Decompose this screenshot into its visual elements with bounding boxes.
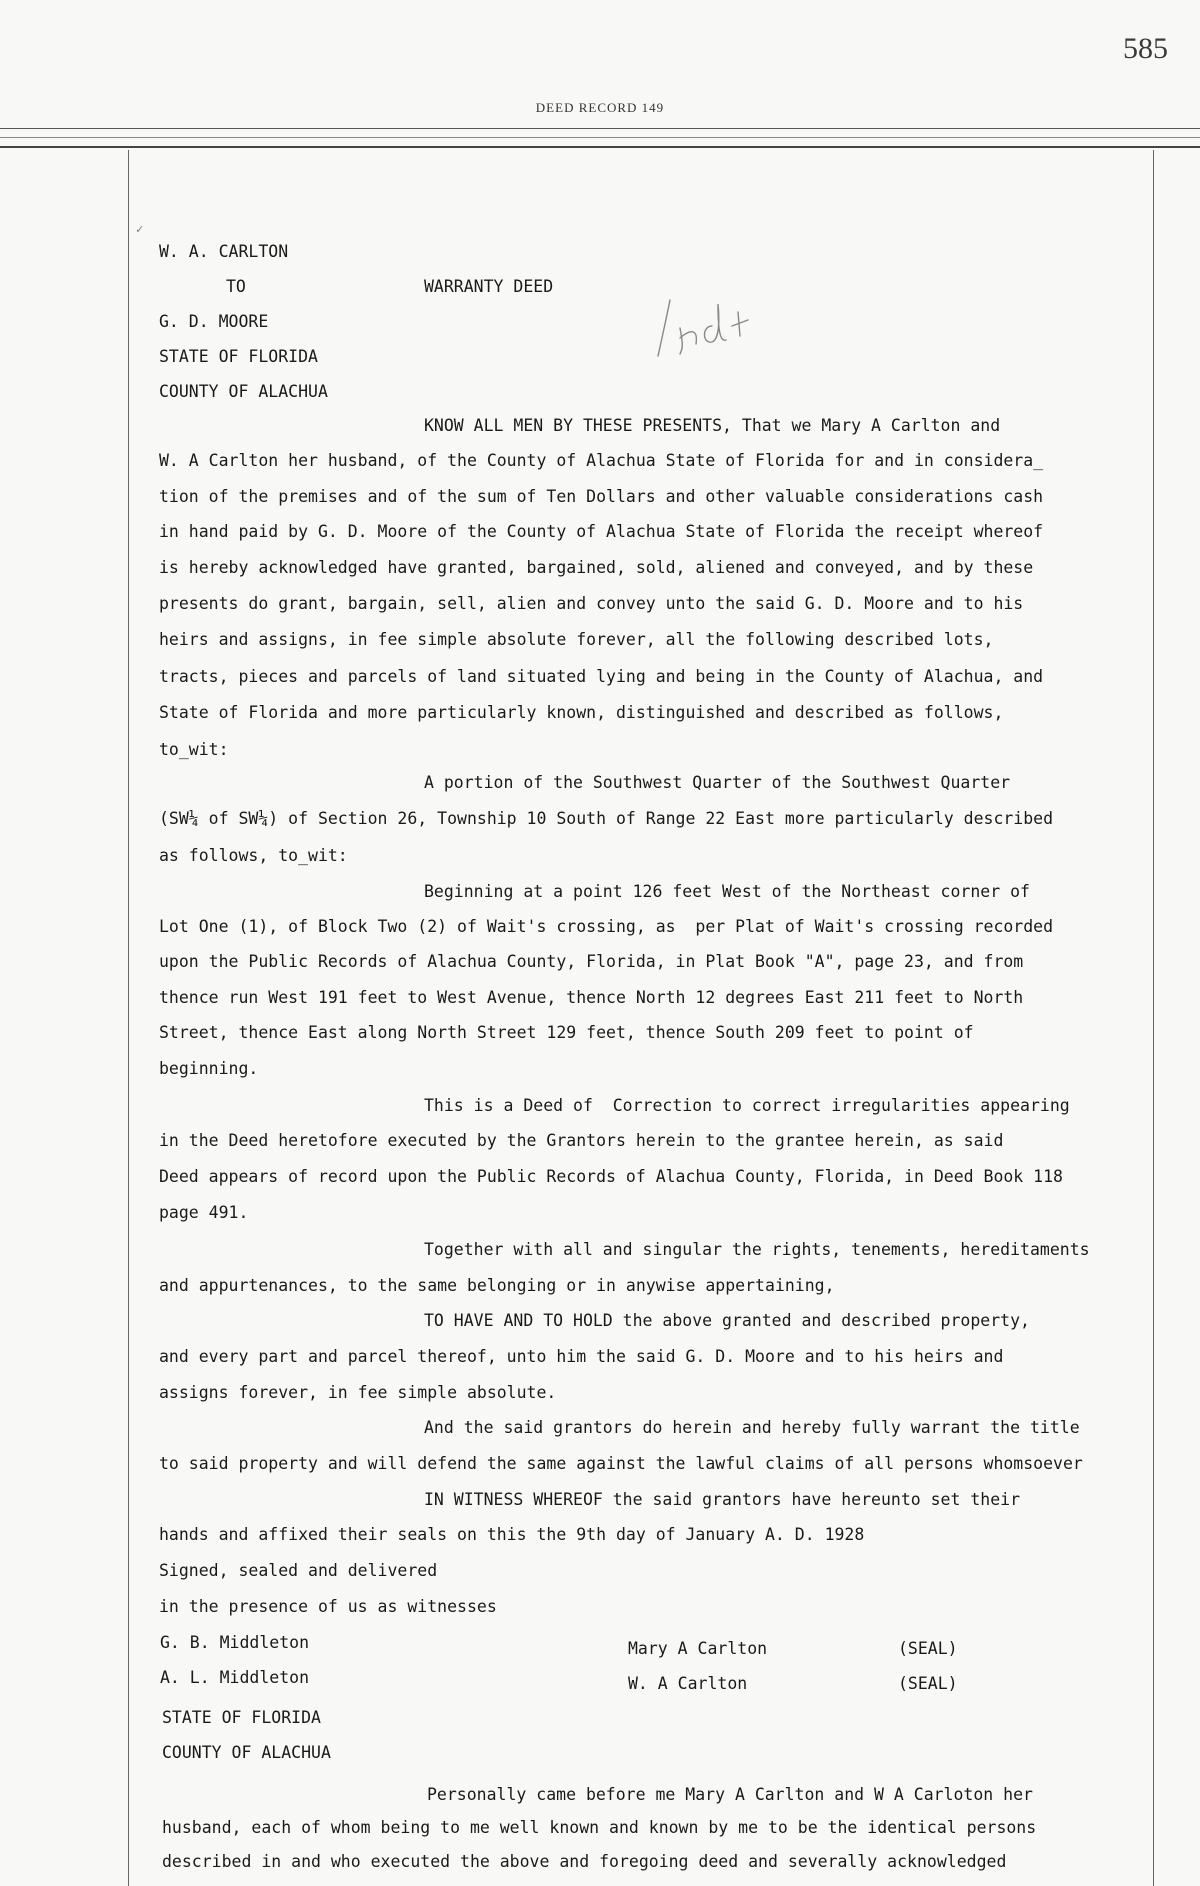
witness-1: G. B. Middleton — [160, 1633, 310, 1652]
deed-body-line: presents do grant, bargain, sell, alien and convey unto the said G. D. Moore and to his — [159, 594, 1024, 613]
deed-body-line: TO HAVE AND TO HOLD the above granted and described property, — [424, 1311, 1030, 1330]
deed-body-line: A portion of the Southwest Quarter of the Southwest Quarter — [424, 773, 1011, 792]
left-margin-line — [128, 150, 129, 1886]
witness-2: A. L. Middleton — [160, 1668, 310, 1687]
deed-body-line: This is a Deed of Correction to correct irregularities appearing — [424, 1096, 1070, 1115]
deed-body-line: in the Deed heretofore executed by the Grantors herein to the grantee herein, as said — [159, 1131, 1004, 1150]
to-label: TO — [226, 277, 246, 296]
deed-body-line: heirs and assigns, in fee simple absolute forever, all the following described lots, — [159, 630, 994, 649]
signatory-2-name: W. A Carlton — [628, 1674, 748, 1693]
grantor-name: W. A. CARLTON — [159, 242, 289, 261]
deed-body-line: tracts, pieces and parcels of land situated lying and being in the County of Alachua, and — [159, 667, 1044, 686]
deed-body-line: And the said grantors do herein and hereby fully warrant the title — [424, 1418, 1080, 1437]
header-rule-bottom — [0, 146, 1200, 148]
deed-body-line: upon the Public Records of Alachua County, Florida, in Plat Book "A", page 23, and from — [159, 952, 1024, 971]
deed-body-line: Together with all and singular the rights, tenements, hereditaments — [424, 1240, 1090, 1259]
deed-body-line: page 491. — [159, 1203, 249, 1222]
deed-body-line: Lot One (1), of Block Two (2) of Wait's crossing, as per Plat of Wait's crossing recorded — [159, 917, 1054, 936]
record-header: DEED RECORD 149 — [535, 100, 665, 115]
deed-body-line: to said property and will defend the same against the lawful claims of all persons whomsoever — [159, 1454, 1083, 1473]
header-rule-middle — [0, 137, 1200, 138]
signatory-1-name: Mary A Carlton — [628, 1639, 768, 1658]
county-label: COUNTY OF ALACHUA — [159, 382, 328, 401]
deed-body-line: and every part and parcel thereof, unto him the said G. D. Moore and to his heirs and — [159, 1347, 1004, 1366]
ack-state-label: STATE OF FLORIDA — [162, 1708, 321, 1727]
ack-county-label: COUNTY OF ALACHUA — [162, 1743, 331, 1762]
ack-line-3: described in and who executed the above and foregoing deed and severally acknowledged — [162, 1852, 1007, 1871]
deed-body-line: in the presence of us as witnesses — [159, 1597, 497, 1616]
deed-body-line: Street, thence East along North Street 129 feet, thence South 209 feet to point of — [159, 1023, 974, 1042]
handwritten-mark — [652, 290, 762, 370]
deed-body-line: Deed appears of record upon the Public Records of Alachua County, Florida, in Deed Book 118 — [159, 1167, 1063, 1186]
deed-body-line: tion of the premises and of the sum of Ten Dollars and other valuable considerations cash — [159, 487, 1044, 506]
page-number: 585 — [1123, 32, 1168, 65]
signatory-1-seal: (SEAL) — [898, 1639, 958, 1658]
grantee-name: G. D. MOORE — [159, 312, 269, 331]
deed-body-line: and appurtenances, to the same belonging or in anywise appertaining, — [159, 1276, 835, 1295]
right-margin-line — [1153, 150, 1154, 1886]
deed-body-line: thence run West 191 feet to West Avenue, thence North 12 degrees East 211 feet to North — [159, 988, 1024, 1007]
deed-body-line: State of Florida and more particularly known, distinguished and described as follows, — [159, 703, 1004, 722]
ack-line-2: husband, each of whom being to me well known and known by me to be the identical persons — [162, 1818, 1037, 1837]
deed-body-line: as follows, to_wit: — [159, 846, 348, 865]
deed-body-line: Beginning at a point 126 feet West of the Northeast corner of — [424, 882, 1030, 901]
deed-body-line: in hand paid by G. D. Moore of the County of Alachua State of Florida the receipt whereof — [159, 522, 1044, 541]
deed-body-line: assigns forever, in fee simple absolute. — [159, 1383, 557, 1402]
deed-body-line: (SW¼ of SW¼) of Section 26, Township 10 South of Range 22 East more particularly described — [159, 809, 1054, 828]
header-rule-top — [0, 128, 1200, 129]
signatory-2-seal: (SEAL) — [898, 1674, 958, 1693]
deed-body-line: KNOW ALL MEN BY THESE PRESENTS, That we Mary A Carlton and — [424, 416, 1001, 435]
margin-tick-mark: ✓ — [136, 222, 144, 236]
state-label: STATE OF FLORIDA — [159, 347, 318, 366]
ack-line-1: Personally came before me Mary A Carlton and W A Carloton her — [427, 1785, 1033, 1804]
deed-body-line: Signed, sealed and delivered — [159, 1561, 438, 1580]
deed-body-line: beginning. — [159, 1059, 259, 1078]
deed-body-line: is hereby acknowledged have granted, bargained, sold, aliened and conveyed, and by these — [159, 558, 1034, 577]
deed-body-line: W. A Carlton her husband, of the County of Alachua State of Florida for and in considera_ — [159, 451, 1044, 470]
deed-body-line: to_wit: — [159, 740, 229, 759]
deed-body-line: hands and affixed their seals on this the 9th day of January A. D. 1928 — [159, 1525, 865, 1544]
document-type: WARRANTY DEED — [424, 277, 554, 296]
deed-body-line: IN WITNESS WHEREOF the said grantors have hereunto set their — [424, 1490, 1021, 1509]
